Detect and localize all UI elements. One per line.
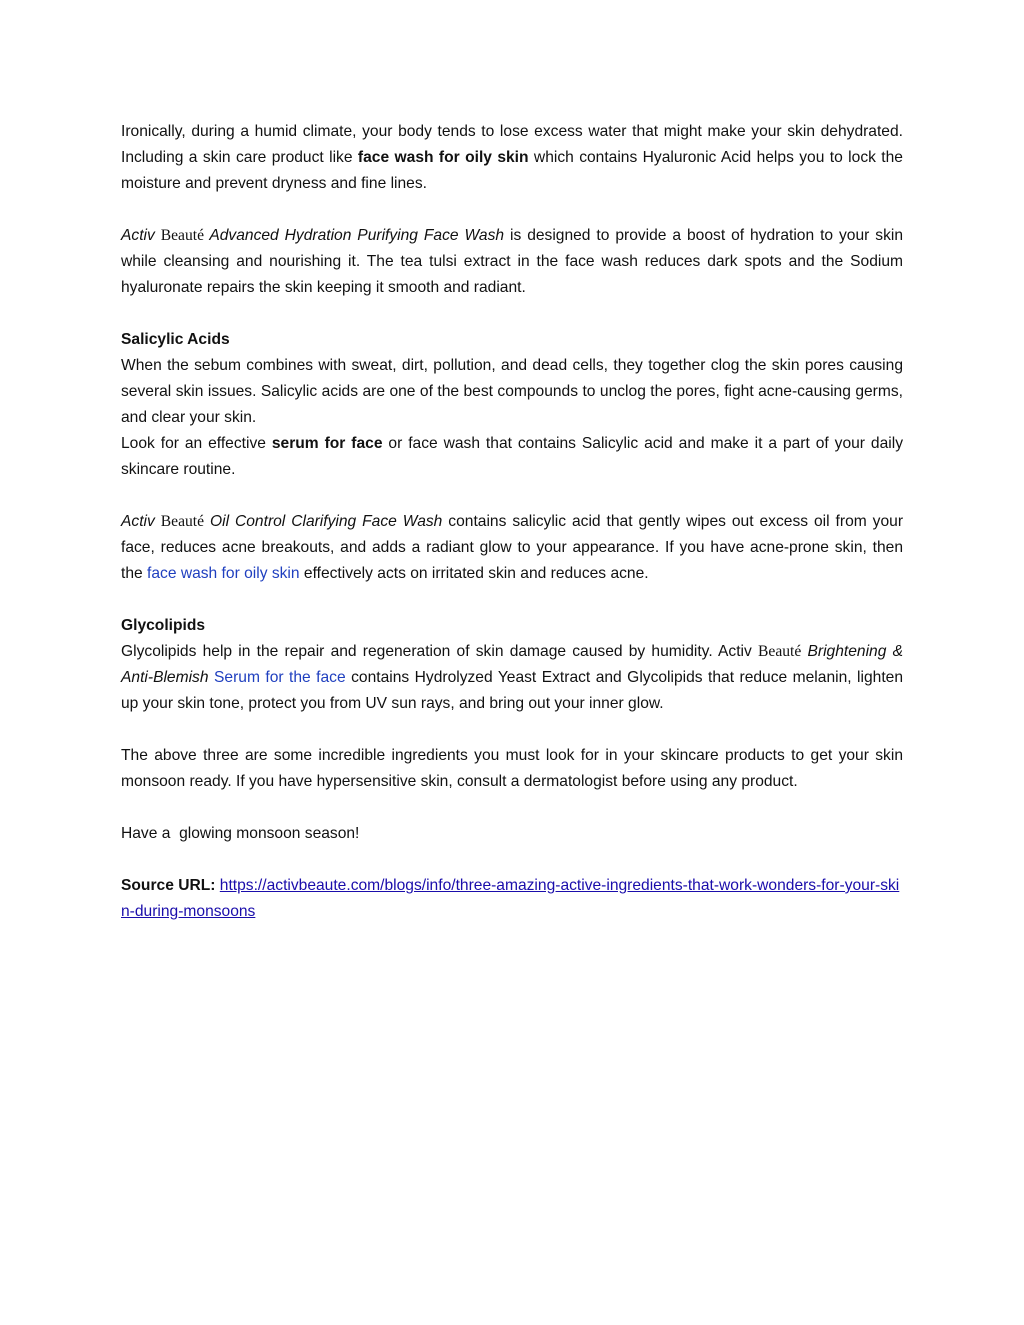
text-span: is designed to provide a boost of hydration to your skin while cleansing and nourishing it. The tea tulsi extract in the face wash reduces dark spots and the Sodium hyaluronate repairs the skin keeping it smooth and radiant. <box>121 227 903 296</box>
paragraph-summary: The above three are some incredible ingredients you must look for in your skincare products to get your skin monsoon ready. If you have hypersensitive skin, consult a dermatologist before using any product. <box>121 747 903 790</box>
text-span: or face wash that contains Salicylic acid and make it a part of your daily skincare routine. <box>121 435 903 478</box>
product-name: Oil Control Clarifying Face Wash <box>204 513 443 530</box>
brand-prefix: Activ <box>121 227 161 244</box>
text-span: contains salicylic acid that gently wipes out excess oil from your face, reduces acne breakouts, and adds a radiant glow to your appearance. If you have acne-prone skin, then the <box>121 513 904 582</box>
bold-keyword: serum for face <box>271 435 383 452</box>
product-name: Brightening & Anti-Blemish <box>121 643 903 686</box>
paragraph-oil-control-product <box>121 509 903 587</box>
paragraph-glycolipids-body <box>121 639 903 717</box>
brand-name: Beauté <box>160 227 205 244</box>
brand-name: Beauté <box>758 643 802 660</box>
brand-name: Beauté <box>160 513 205 530</box>
paragraph-hydration-product <box>121 223 903 301</box>
product-name: Advanced Hydration Purifying Face Wash <box>204 227 505 244</box>
section-heading-glycolipids: Glycolipids <box>121 617 206 634</box>
paragraph-salicylic-tip <box>121 431 903 483</box>
text-span: Ironically, during a humid climate, your body tends to lose excess water that might make your skin dehydrated. Including a skin care product like <box>121 123 903 166</box>
source-line <box>121 873 903 925</box>
text-span: effectively acts on irritated skin and reduces acne. <box>299 565 649 582</box>
serum-link[interactable]: Serum for the face <box>214 669 346 686</box>
paragraph-salicylic-body: When the sebum combines with sweat, dirt, pollution, and dead cells, they together clog the skin pores causing several skin issues. Salicylic acids are one of the best compounds to unclog the pores, fight acne-causing germs, and clear your skin. <box>121 357 903 426</box>
face-wash-link[interactable]: face wash for oily skin <box>147 565 300 582</box>
paragraph-closing: Have a glowing monsoon season! <box>121 825 360 842</box>
source-label: Source URL: <box>121 877 216 894</box>
text-span: Look for an effective <box>121 435 272 452</box>
section-heading-salicylic: Salicylic Acids <box>121 331 230 348</box>
text-span: which contains Hyaluronic Acid helps you to lock the moisture and prevent dryness and fine lines. <box>121 149 903 192</box>
document-body <box>121 119 903 951</box>
brand-prefix: Activ <box>121 513 161 530</box>
bold-keyword: face wash for oily skin <box>357 149 529 166</box>
source-url-link[interactable]: https://activbeaute.com/blogs/info/three-amazing-active-ingredients-that-work-wonders-for-your-skin-during-monsoons <box>121 877 900 920</box>
text-span: contains Hydrolyzed Yeast Extract and Glycolipids that reduce melanin, lighten up your skin tone, protect you from UV sun rays, and bring out your inner glow. <box>121 669 903 712</box>
text-span: Glycolipids help in the repair and regeneration of skin damage caused by humidity. Activ <box>121 643 758 660</box>
paragraph-hydration-intro <box>121 119 903 197</box>
